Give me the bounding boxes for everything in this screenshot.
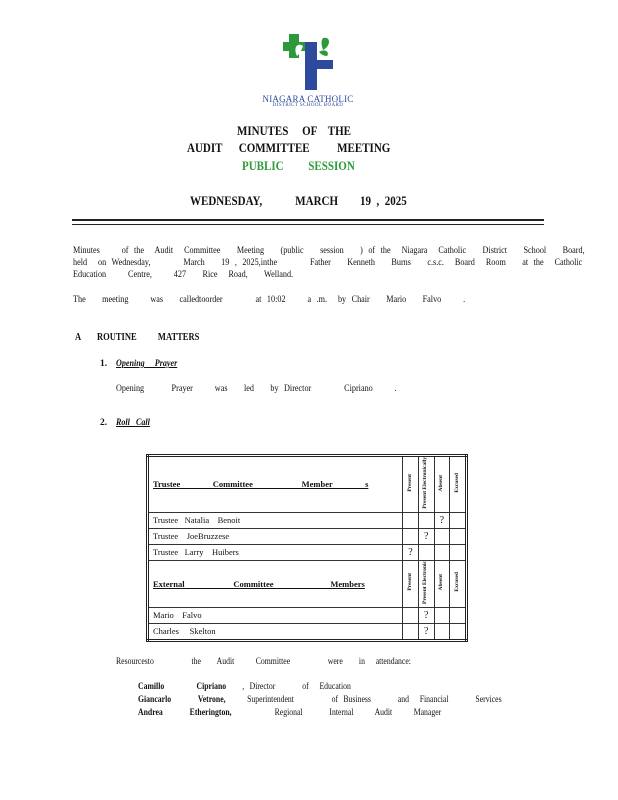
mark-cell — [450, 623, 467, 640]
external-header-label: External Committee Members — [153, 578, 365, 589]
mark-cell — [403, 512, 419, 528]
table-row — [148, 512, 467, 528]
section-letter: A — [75, 332, 82, 343]
col-present-electronically: Present Electronically — [422, 457, 429, 509]
trustee-header-cell — [148, 456, 403, 513]
title-line-committee: AUDIT COMMITTEE MEETING — [187, 141, 391, 155]
table-row — [148, 560, 467, 607]
resource-name: Andrea Etherington, — [138, 707, 232, 717]
mark-cell — [434, 528, 450, 544]
trustee-name: Trustee JoeBruzzese — [148, 528, 403, 544]
opening-prayer-text: Opening Prayer was led by Director Cipriano . — [116, 384, 397, 394]
item-title-roll-call: Roll Call — [116, 418, 150, 428]
intro-line-1: Minutes of the Audit Committee Meeting (public session ) of the Niagara Catholic District School Board, — [73, 246, 585, 256]
mark-cell — [450, 607, 467, 623]
external-header-cell — [148, 560, 403, 607]
resource-person-2 — [138, 694, 502, 704]
col-present-electronic: Present Electronic — [422, 560, 429, 604]
mark-cell — [403, 623, 419, 640]
mark-cell — [434, 623, 450, 640]
resource-role: Superintendent of Business and Financial Services — [247, 694, 502, 704]
logo-name: NIAGARA CATHOLIC — [262, 94, 354, 104]
table-row — [148, 623, 467, 640]
niagara-catholic-cross-logo-icon — [283, 34, 333, 90]
mark-cell: ? — [418, 607, 434, 623]
table-row — [148, 544, 467, 560]
intro-line-2: held on Wednesday, March 19 , 2025,inthe Father Kenneth Burns c.s.c. Board Room at the Catholic — [73, 258, 583, 268]
header-rule-top — [72, 219, 544, 221]
mark-cell: ? — [418, 623, 434, 640]
resource-role: , Director of Education — [242, 681, 351, 691]
external-member-name: Charles Skelton — [148, 623, 403, 640]
col-excused: Excused — [453, 572, 460, 592]
table-row — [148, 456, 467, 513]
section-title: ROUTINE MATTERS — [97, 332, 200, 343]
mark-cell — [434, 607, 450, 623]
trustee-header-label: Trustee Committee Member s — [153, 479, 369, 490]
col-excused: Excused — [453, 473, 460, 493]
col-absent: Absent — [438, 573, 445, 591]
roll-call-table — [146, 454, 468, 642]
title-line-session: PUBLIC SESSION — [242, 159, 355, 173]
called-to-order: The meeting was calledtoorder at 10:02 a .m. by Chair Mario Falvo . — [73, 295, 466, 305]
mark-cell — [434, 544, 450, 560]
resource-name: Camillo Cipriano — [138, 681, 227, 691]
trustee-name: Trustee Larry Huibers — [148, 544, 403, 560]
item-number-1: 1. — [100, 359, 108, 369]
resource-name: Giancarlo Vetrone, — [138, 694, 226, 704]
mark-cell — [418, 512, 434, 528]
mark-cell — [418, 544, 434, 560]
header-rule-bottom — [72, 224, 544, 225]
mark-cell: ? — [418, 528, 434, 544]
trustee-name: Trustee Natalia Benoit — [148, 512, 403, 528]
mark-cell — [450, 528, 467, 544]
col-absent: Absent — [438, 474, 445, 492]
table-row — [148, 528, 467, 544]
col-present: Present — [406, 473, 413, 492]
table-row — [148, 607, 467, 623]
mark-cell — [403, 528, 419, 544]
item-number-2: 2. — [100, 418, 108, 428]
item-title-opening-prayer: Opening Prayer — [116, 359, 178, 369]
external-member-name: Mario Falvo — [148, 607, 403, 623]
resources-intro: Resourcesto the Audit Committee were in attendance: — [116, 656, 411, 666]
mark-cell — [450, 544, 467, 560]
resource-person-1 — [138, 681, 351, 691]
intro-line-3: Education Centre, 427 Rice Road, Welland. — [73, 270, 294, 280]
mark-cell — [403, 607, 419, 623]
logo-subtitle: DISTRICT SCHOOL BOARD — [272, 103, 344, 108]
mark-cell: ? — [434, 512, 450, 528]
col-present: Present — [406, 573, 413, 591]
title-line-minutes: MINUTES OF THE — [237, 124, 352, 138]
mark-cell: ? — [403, 544, 419, 560]
meeting-date: WEDNESDAY, MARCH 19 , 2025 — [190, 194, 407, 208]
resource-person-3 — [138, 707, 441, 717]
mark-cell — [450, 512, 467, 528]
resource-role: Regional Internal Audit Manager — [274, 707, 442, 717]
